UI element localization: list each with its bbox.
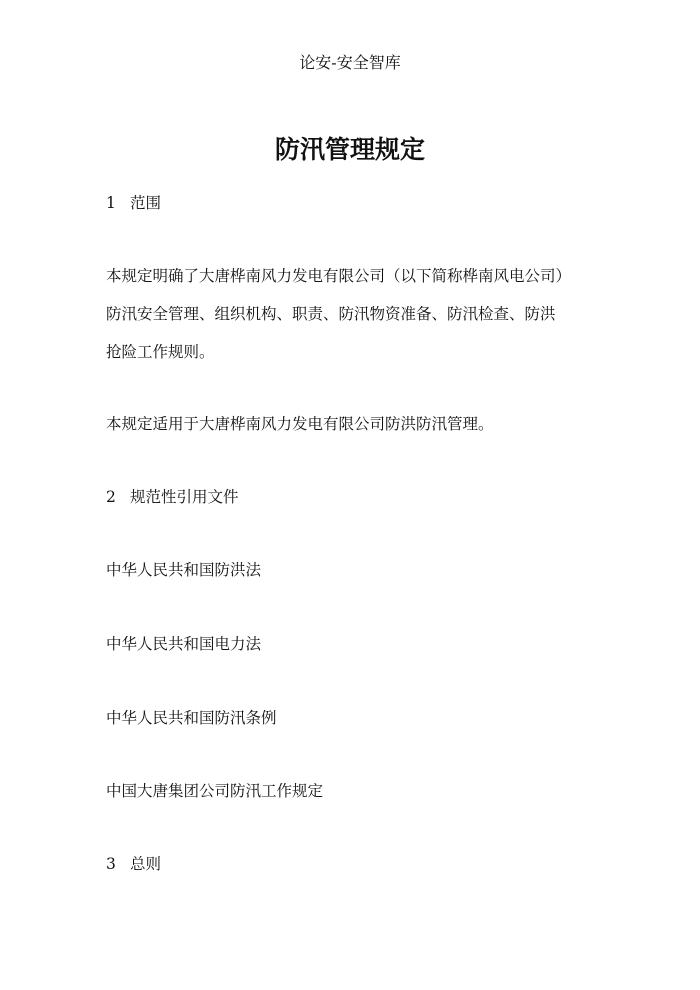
section-number: 1 [106,194,116,212]
paragraph-1-line-2: 防汛安全管理、组织机构、职责、防汛物资准备、防汛检查、防洪 [106,305,556,323]
page-header: 论安-安全智库 [299,53,401,72]
section-heading-3 [106,852,161,874]
section-number: 2 [106,488,116,506]
section-number: 3 [106,855,116,873]
section-title: 规范性引用文件 [130,488,239,506]
paragraph-2: 本规定适用于大唐桦南风力发电有限公司防洪防汛管理。 [106,415,494,433]
section-title: 总则 [130,855,162,873]
document-title: 防汛管理规定 [274,135,425,164]
paragraph-1-line-1: 本规定明确了大唐桦南风力发电有限公司（以下简称桦南风电公司） [106,267,572,285]
section-heading-2 [106,485,239,507]
reference-item: 中华人民共和国防汛条例 [106,709,277,727]
reference-item: 中华人民共和国电力法 [106,635,262,653]
section-title: 范围 [130,194,162,212]
reference-item: 中华人民共和国防洪法 [106,561,262,579]
reference-item: 中国大唐集团公司防汛工作规定 [106,782,324,800]
section-heading-1 [106,191,161,213]
paragraph-1-line-3: 抢险工作规则。 [106,343,215,361]
